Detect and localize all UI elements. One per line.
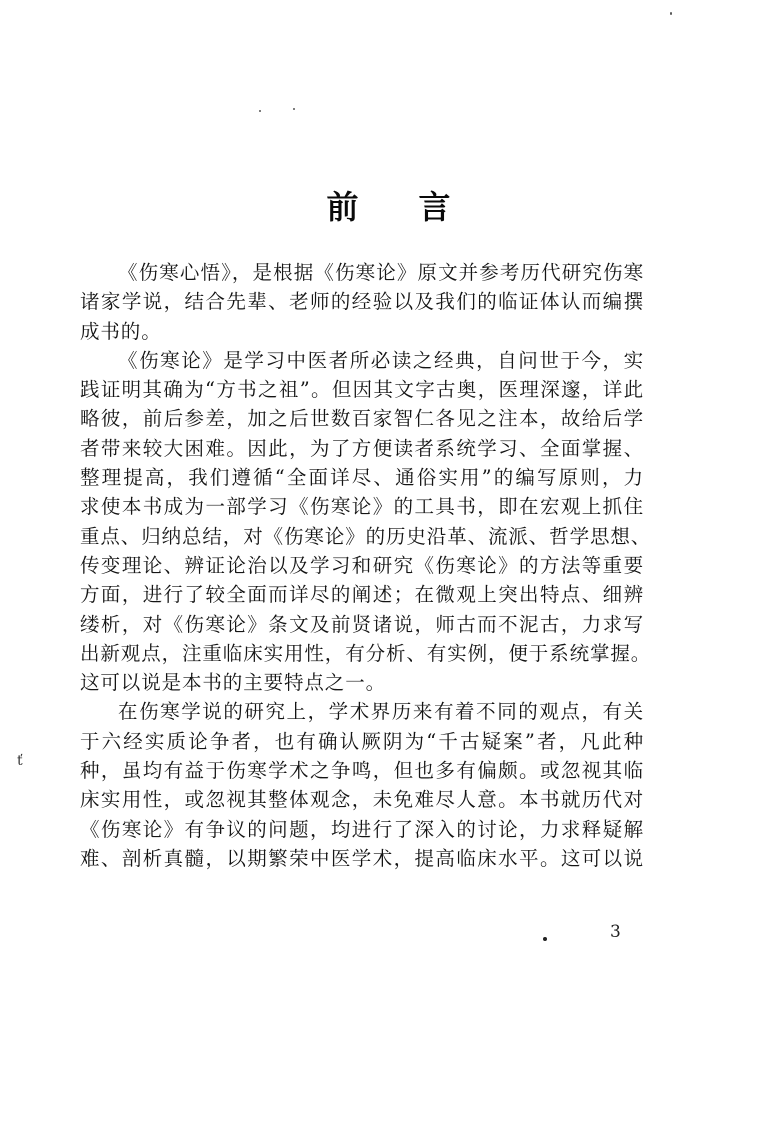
title-char: 前 bbox=[326, 188, 359, 226]
text-line: 床实用性，或忽视其整体观念，未免难尽人意。本书就历代对 bbox=[80, 788, 644, 812]
text-line: 在伤寒学说的研究上，学术界历来有着不同的观点，有关 bbox=[118, 700, 644, 724]
text-line: 诸家学说，结合先辈、老师的经验以及我们的临证体认而编撰 bbox=[80, 290, 644, 314]
text-line: 缕析，对《伤寒论》条文及前贤诸说，师古而不泥古，力求写 bbox=[80, 612, 644, 636]
text-line: 《伤寒论》有争议的问题，均进行了深入的讨论，力求释疑解 bbox=[80, 817, 644, 841]
scan-speck bbox=[670, 12, 672, 15]
scan-dot bbox=[543, 937, 547, 941]
text-line: 出新观点，注重临床实用性，有分析、有实例，便于系统掌握。 bbox=[80, 641, 652, 665]
text-line: 种，虽均有益于伤寒学术之争鸣，但也多有偏颇。或忽视其临 bbox=[80, 759, 644, 783]
text-line: 整理提高，我们遵循“全面详尽、通俗实用”的编写原则，力 bbox=[80, 466, 644, 490]
text-line: 《伤寒论》是学习中医者所必读之经典，自问世于今，实 bbox=[118, 348, 644, 372]
text-line: 求使本书成为一部学习《伤寒论》的工具书，即在宏观上抓住 bbox=[80, 495, 644, 519]
scan-speck bbox=[259, 110, 261, 112]
page-title bbox=[0, 182, 777, 228]
text-line: 者带来较大困难。因此，为了方便读者系统学习、全面掌握、 bbox=[80, 436, 644, 460]
text-line: 于六经实质论争者，也有确认厥阴为“千古疑案”者，凡此种 bbox=[80, 729, 644, 753]
title-char: 言 bbox=[418, 188, 451, 226]
text-line: 重点、归纳总结，对《伤寒论》的历史沿革、流派、哲学思想、 bbox=[80, 524, 652, 548]
scan-speck bbox=[293, 108, 295, 110]
page-number: 3 bbox=[610, 922, 621, 942]
text-line: 《伤寒心悟》，是根据《伤寒论》原文并参考历代研究伤寒 bbox=[118, 261, 644, 284]
text-line: 方面，进行了较全面而详尽的阐述；在微观上突出特点、细辨 bbox=[80, 583, 644, 607]
margin-mark: ť bbox=[17, 753, 23, 769]
text-line: 难、剖析真髓，以期繁荣中医学术，提高临床水平。这可以说 bbox=[80, 846, 644, 870]
text-line: 略彼，前后参差，加之后世数百家智仁各见之注本，故给后学 bbox=[80, 407, 644, 431]
text-line: 传变理论、辨证论治以及学习和研究《伤寒论》的方法等重要 bbox=[80, 553, 644, 577]
preface-body bbox=[80, 258, 652, 873]
text-line: 这可以说是本书的主要特点之一。 bbox=[80, 671, 387, 695]
text-line: 践证明其确为“方书之祖”。但因其文字古奥，医理深邃，详此 bbox=[80, 378, 644, 402]
text-line: 成书的。 bbox=[80, 319, 162, 343]
